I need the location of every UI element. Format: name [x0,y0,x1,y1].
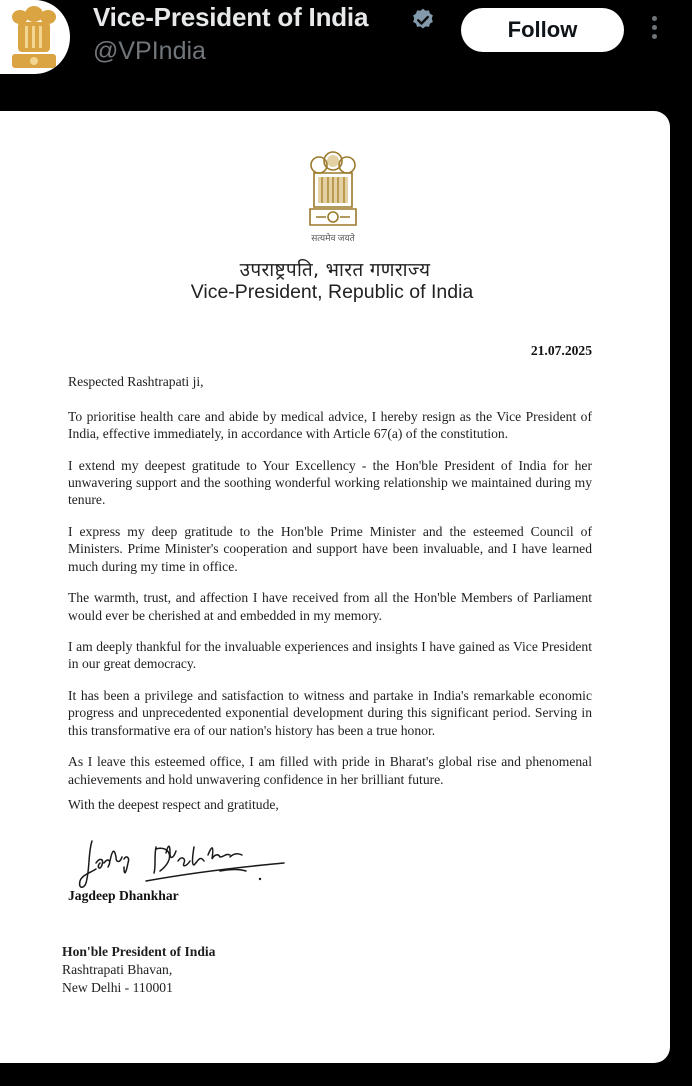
handwritten-signature [70,833,290,893]
more-options-icon[interactable] [647,16,661,44]
emblem-motto: सत्यमेव जयते [311,233,355,243]
addressee-line-2: New Delhi - 110001 [62,980,173,995]
account-handle[interactable]: @VPIndia [93,37,206,65]
salutation: Respected Rashtrapati ji, [68,374,204,389]
more-dot [652,25,657,30]
letter-body [68,408,592,802]
display-name[interactable]: Vice-President of India [93,2,369,32]
addressee-line-1: Rashtrapati Bhavan, [62,962,173,977]
closing-line: With the deepest respect and gratitude, [68,797,279,812]
paragraph: I am deeply thankful for the invaluable experiences and insights I have gained as Vice President in our great democracy. [68,639,592,672]
national-emblem-icon [300,145,366,245]
addressee-block [62,943,215,997]
paragraph: As I leave this esteemed office, I am filled with pride in Bharat's global rise and phenomenal achievements and hold unwavering confidence in her brilliant future. [68,754,592,787]
paragraph: I express my deep gratitude to the Hon'ble Prime Minister and the esteemed Council of Ministers. Prime Minister's cooperation and support have been invaluable, and I have learned much during my time in office. [68,524,592,574]
letterhead-hindi: उपराष्ट्रपति, भारत गणराज्य [239,259,431,281]
paragraph: It has been a privilege and satisfaction to witness and partake in India's remarkable economic progress and unprecedented exponential development during this significant period. Serving in this transformative era of our nation's history has been a true honor. [68,688,592,738]
post-header [0,0,692,100]
signer-name: Jagdeep Dhankhar [68,888,179,903]
avatar[interactable] [0,0,70,74]
letter-date: 21.07.2025 [530,343,592,358]
paragraph: I extend my deepest gratitude to Your Excellency - the Hon'ble President of India for her unwavering support and the soothing wonderful working relationship we maintained during my tenure. [68,457,592,508]
more-dot [652,34,657,39]
follow-button[interactable]: Follow [461,8,624,52]
paragraph: The warmth, trust, and affection I have received from all the Hon'ble Members of Parliament would ever be cherished at and embedded in my memory. [68,590,592,623]
verified-badge-icon [410,7,436,33]
paragraph: To prioritise health care and abide by medical advice, I hereby resign as the Vice President of India, effective immediately, in accordance with Article 67(a) of the constitution. [68,409,592,442]
letterhead-english: Vice-President, Republic of India [190,281,474,303]
addressee-title: Hon'ble President of India [62,944,216,959]
national-emblem-icon [0,0,70,74]
more-dot [652,16,657,21]
letter-image[interactable] [0,111,670,1063]
